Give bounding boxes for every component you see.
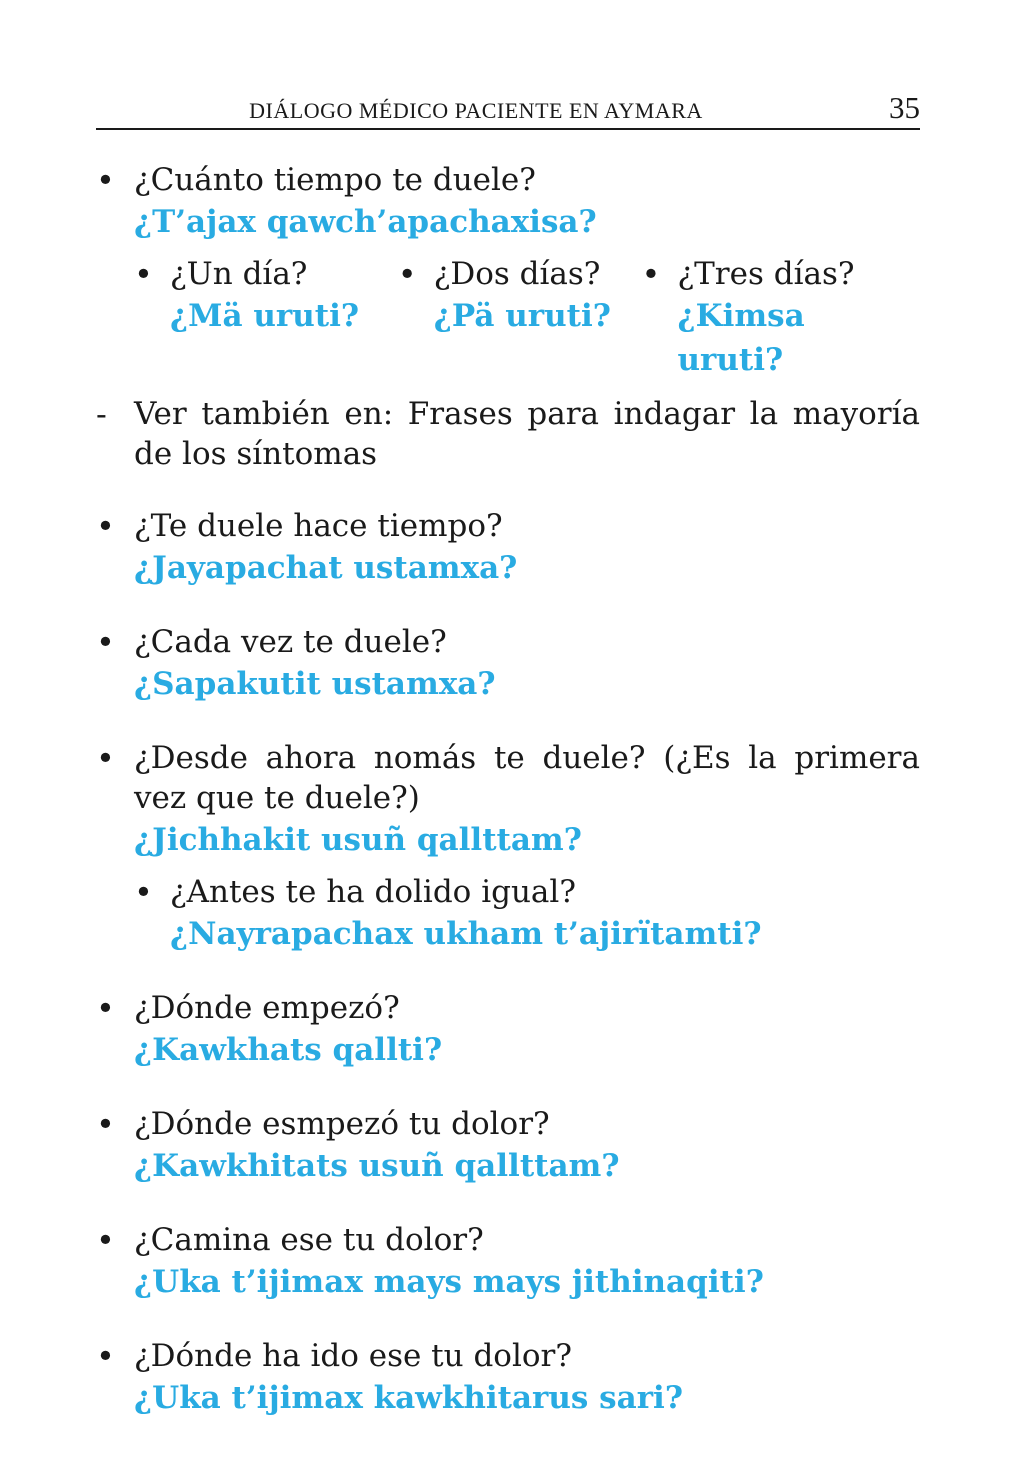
bullet-icon: • [96, 161, 115, 199]
spanish-phrase: ¿Un día? [170, 256, 308, 292]
phrase-list [96, 160, 920, 1452]
bullet-icon: • [641, 255, 661, 293]
cross-reference-note [96, 394, 920, 474]
sub-phrase-item [134, 872, 920, 956]
note-line: Ver también en: Frases para indagar la mayoría [134, 396, 920, 432]
aymara-phrase: ¿Mä uruti? [170, 298, 360, 334]
sub-phrase-row [134, 254, 920, 382]
spanish-phrase: ¿Antes te ha dolido igual? [170, 874, 576, 910]
running-title: DIÁLOGO MÉDICO PACIENTE EN AYMARA [249, 98, 703, 123]
aymara-phrase: ¿Kawkhitats usuñ qallttam? [134, 1148, 620, 1184]
aymara-phrase: ¿Jayapachat ustamxa? [134, 550, 518, 586]
aymara-phrase: ¿Sapakutit ustamxa? [134, 666, 496, 702]
sub-phrase-item [134, 254, 368, 382]
aymara-phrase: ¿Pä uruti? [433, 298, 611, 334]
phrase-item [96, 1104, 920, 1188]
spanish-phrase: ¿Cuánto tiempo te duele? [134, 162, 536, 198]
page-header [96, 92, 920, 130]
bullet-icon: • [96, 739, 115, 777]
bullet-icon: • [134, 255, 153, 293]
bullet-icon: • [397, 255, 417, 293]
spanish-phrase: vez que te duele?) [134, 780, 420, 816]
spanish-phrase: ¿Tres días? [677, 256, 855, 292]
bullet-icon: • [96, 507, 115, 545]
spanish-phrase: ¿Te duele hace tiempo? [134, 508, 503, 544]
phrase-item [96, 738, 920, 956]
sub-phrase-item [398, 254, 632, 382]
bullet-icon: • [96, 1221, 115, 1259]
aymara-phrase: ¿Uka t’ijimax mays mays jithinaqiti? [134, 1264, 764, 1300]
aymara-phrase: ¿Kimsa uruti? [677, 298, 805, 378]
phrase-item [96, 506, 920, 590]
phrase-item [96, 622, 920, 706]
spanish-phrase: ¿Dónde esmpezó tu dolor? [134, 1106, 550, 1142]
phrase-item [96, 1220, 920, 1304]
page-number: 35 [889, 90, 920, 125]
spanish-phrase: ¿Dos días? [433, 256, 601, 292]
spanish-phrase: ¿Dónde ha ido ese tu dolor? [134, 1338, 572, 1374]
phrase-item [96, 160, 920, 382]
aymara-phrase: ¿Jichhakit usuñ qallttam? [134, 822, 582, 858]
dash-marker: - [96, 395, 107, 433]
spanish-phrase: ¿Dónde empezó? [134, 990, 400, 1026]
phrase-item [96, 988, 920, 1072]
bullet-icon: • [96, 623, 115, 661]
aymara-phrase: ¿Uka t’ijimax kawkhitarus sari? [134, 1380, 683, 1416]
spanish-phrase: ¿Camina ese tu dolor? [134, 1222, 484, 1258]
bullet-icon: • [134, 873, 153, 911]
aymara-phrase: ¿Nayrapachax ukham t’ajirïtamti? [170, 916, 762, 952]
aymara-phrase: ¿Kawkhats qallti? [134, 1032, 443, 1068]
note-line: de los síntomas [134, 436, 378, 472]
bullet-icon: • [96, 989, 115, 1027]
sub-phrase-item [642, 254, 921, 382]
aymara-phrase: ¿T’ajax qawch’apachaxisa? [134, 204, 597, 240]
bullet-icon: • [96, 1337, 115, 1375]
spanish-phrase: ¿Cada vez te duele? [134, 624, 447, 660]
bullet-icon: • [96, 1105, 115, 1143]
phrase-item [96, 1336, 920, 1420]
spanish-phrase: ¿Desde ahora nomás te duele? (¿Es la primera [134, 740, 920, 776]
